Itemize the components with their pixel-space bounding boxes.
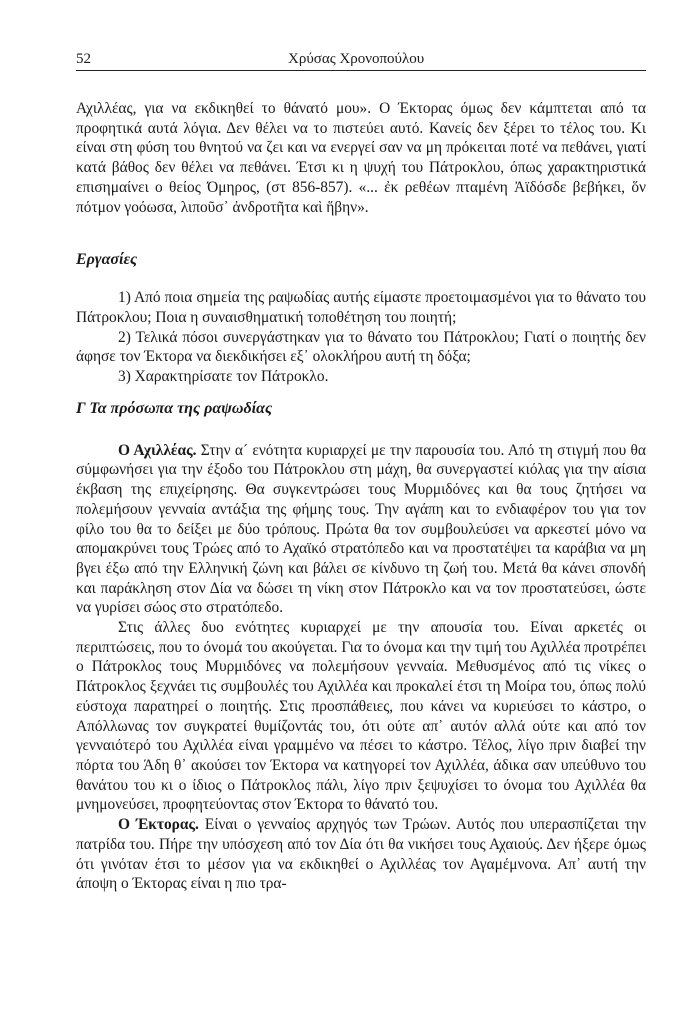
hector-paragraph — [76, 815, 646, 894]
achilles-paragraph-2: Στις άλλες δυο ενότητες κυριαρχεί με την απουσία του. Είναι αρκετές οι περιπτώσεις, που το όνομά του ακούγεται. Για το όνομα και την τιμή του Αχιλλέα προτρέπει ο Πάτροκλος τους Μυρμιδόνες να πολεμήσουν γενναία. Μεθυσμένος από τις νίκες ο Πάτροκλος ξεχνάει τις συμβουλές του Αχιλλέα και προκαλεί έτσι τη Μοίρα του, όπως πολύ εύστοχα παρατηρεί ο ποιητής. Στις προσπάθειες, που κάνει να κυριεύσει το κάστρο, ο Απόλλωνας τον συγκρατεί θυμίζοντάς του, ότι ούτε απ᾽ αυτόν αλλά ούτε και από τον γενναιότερό του Αχιλλέα είναι γραμμένο να πέσει το κάστρο. Τέλος, λίγο πριν διαβεί την πόρτα του Άδη θ᾽ ακούσει τον Έκτορα να κατηγορεί τον Αχιλλέα, άδικα σαν υπεύθυνο του θανάτου του κι ο ίδιος ο Πάτροκλος πάλι, λίγο πριν ξεψυχίσει το όνομα του Αχιλλέα θα μνημονεύσει, προφητεύοντας στον Έκτορα το θάνατό του. — [76, 619, 646, 814]
task-item-1: 1) Από ποια σημεία της ραψωδίας αυτής είμαστε προετοιμασμένοι για το θάνατο του Πάτροκλου; Ποια η συναισθηματική τοποθέτηση του ποιητή; — [76, 289, 646, 326]
hector-text: Είναι ο γενναίος αρχηγός των Τρώων. Αυτός που υπερασπίζεται την πατρίδα του. Πήρε την υπόσχεση από τον Δία ότι θα νικήσει τους Αχαιούς. Δεν ήξερε όμως ότι γινόταν έτσι το μέσον για να εκδικηθεί ο Αχιλλέας τον Αγαμέμνονα. Απ᾽ αυτή την άποψη ο Έκτορας είναι η πιο τρα- — [76, 816, 646, 893]
task-item-3: 3) Χαρακτηρίσατε τον Πάτροκλο. — [118, 368, 329, 386]
book-page — [76, 48, 646, 894]
hector-lead: Ο Έκτορας. — [118, 816, 199, 834]
intro-paragraph: Αχιλλέας, για να εκδικηθεί το θάνατό μου». Ο Έκτορας όμως δεν κάμπτεται από τα προφητικά αυτά λόγια. Δεν θέλει να το πιστεύει αυτό. Κανείς δεν ξέρει το τέλος του. Κι είναι στη φύση του θνητού να ζει και να ενεργεί σαν να μη πρόκειται ποτέ να πεθάνει, γιατί κατά βάθος δεν θέλει να πεθάνει. Έτσι κι η ψυχή του Πάτροκλου, όπως χαρακτηριστικά επισημαίνει ο θείος Όμηρος, (στ 856-857). «... ἐκ ρεθέων πταμένη Ἀϊδόσδε βεβήκει, ὅν πότμον γοόωσα, λιποῦσ᾽ ἀνδροτῆτα καὶ ἥβην». — [76, 100, 646, 216]
tasks-heading: Εργασίες — [76, 251, 138, 269]
task-item-2: 2) Τελικά πόσοι συνεργάστηκαν για το θάνατο του Πάτροκλου; Γιατί ο ποιητής δεν άφησε τον Έκτορα να διεκδικήσει εξ᾽ ολοκλήρου αυτή τη δόξα; — [76, 328, 646, 366]
page-number: 52 — [76, 51, 91, 67]
achilles-lead: Ο Αχιλλέας. — [118, 441, 197, 459]
page-header — [76, 48, 646, 71]
achilles-paragraph-1 — [76, 441, 646, 618]
achilles-text-1: Στην α´ ενότητα κυριαρχεί με την παρουσία του. Από τη στιγμή που θα σύμφωνήσει για την έξοδο του Πάτροκλου στη μάχη, θα συνεργαστεί κιόλας για την αίσια έκβαση της επιχείρησης. Θα συγκεντρώσει τους Μυρμιδόνες και θα τους ζητήσει να πολεμήσουν γενναία αντάξια της φήμης τους. Την αγάπη και το ενδιαφέρον του για τον φίλο του θα το δείξει με δύο τρόπους. Πρώτα θα τον συμβουλεύσει να αρκεστεί μόνο να απομακρύνει τους Τρώες από το Αχαϊκό στρατόπεδο και να προστατέψει τα καράβια να μη βγει έξω από την Ελληνική ζώνη και βάλει σε κίνδυνο τη ζωή του. Μετά θα κάνει σπονδή και παράκληση στον Δία να δώσει τη νίκη στον Πάτροκλο και να τον προστατεύσει, ώστε να γυρίσει σώος στο στρατόπεδο. — [76, 441, 646, 617]
page-body — [76, 99, 646, 894]
characters-heading: Γ Τα πρόσωπα της ραψωδίας — [76, 399, 273, 417]
running-title: Χρύσας Χρονοπούλου — [288, 51, 425, 67]
